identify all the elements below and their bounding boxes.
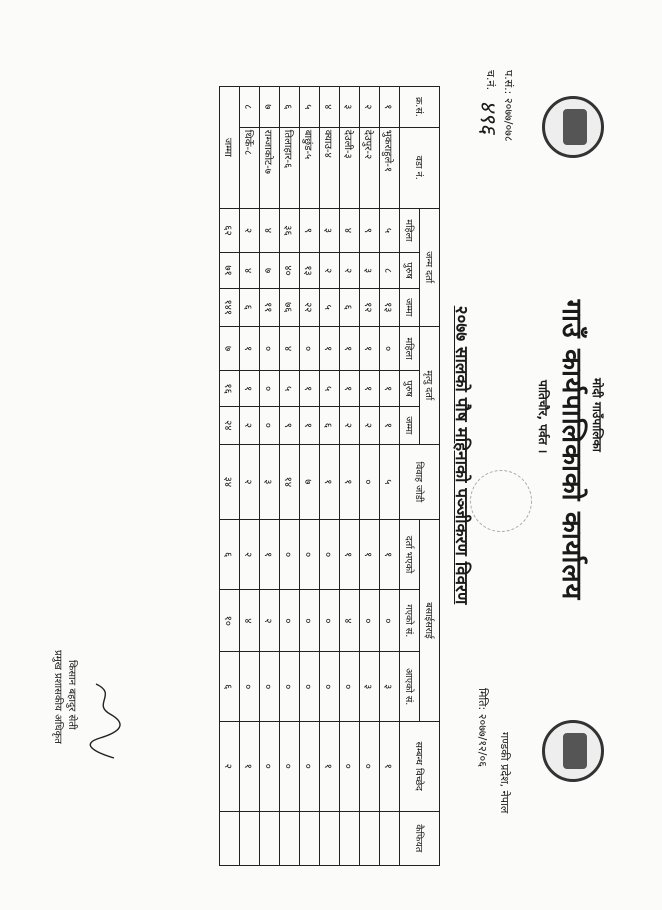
cell-mar: ० xyxy=(360,444,380,519)
cell-mar: ५ xyxy=(380,444,400,519)
cell-out: ४ xyxy=(340,590,360,652)
cell-in: ० xyxy=(240,652,260,721)
cell-df: ४ xyxy=(280,326,300,371)
cell-in: ० xyxy=(260,652,280,721)
cell-bm: ३ xyxy=(360,253,380,289)
cell-reg: ० xyxy=(320,519,340,589)
cell-dt: ९ xyxy=(280,406,300,444)
cell-dm: ५ xyxy=(280,371,300,407)
cell-bm: २ xyxy=(340,253,360,289)
total-out: १० xyxy=(220,590,240,652)
cell-rem xyxy=(380,811,400,865)
document-date: मिति: २०७७/१२/०६ xyxy=(476,688,489,767)
cell-reg: ० xyxy=(280,519,300,589)
sub-birth-total: जम्मा xyxy=(400,288,420,326)
cell-bt: ७६ xyxy=(280,288,300,326)
signatory-name: किसान बहादुर सेती xyxy=(66,660,77,730)
cell-sn: ४ xyxy=(320,87,340,128)
header-migration: बसाईसराई xyxy=(420,519,440,721)
header-ward: वडा नं. xyxy=(400,127,440,208)
cell-df: ० xyxy=(300,326,320,371)
total-bm: ७१ xyxy=(220,253,240,289)
cell-bm: ८ xyxy=(380,253,400,289)
cell-out: ० xyxy=(380,590,400,652)
cell-div: ० xyxy=(260,721,280,811)
total-dt: २४ xyxy=(220,406,240,444)
cell-df: १ xyxy=(320,326,340,371)
cell-dm: १ xyxy=(240,371,260,407)
table-row xyxy=(280,87,300,866)
signatory-role: प्रमुख प्रशासकीय अधिकृत xyxy=(52,650,63,744)
total-rem xyxy=(220,811,240,865)
sub-migration-out: गएको सं. xyxy=(400,590,420,652)
sub-birth-male: पुरुष xyxy=(400,253,420,289)
cell-out: ० xyxy=(300,590,320,652)
cell-ward: देउपुर-२ xyxy=(360,127,380,208)
cell-rem xyxy=(240,811,260,865)
office-address: पातिचौर, पर्वत । xyxy=(536,380,550,454)
cell-dm: ० xyxy=(260,371,280,407)
cell-out: २ xyxy=(260,590,280,652)
cell-dt: २ xyxy=(240,406,260,444)
total-dm: १६ xyxy=(220,371,240,407)
cell-reg: १ xyxy=(360,519,380,589)
cell-div: १ xyxy=(240,721,260,811)
cell-bt: ६ xyxy=(340,288,360,326)
cell-sn: ८ xyxy=(240,87,260,128)
cell-dt: ० xyxy=(260,406,280,444)
sub-migration-in: आएको सं. xyxy=(400,652,420,721)
dispatch-handwritten-number: ४९६ xyxy=(475,100,500,135)
cell-div: ० xyxy=(300,721,320,811)
cell-bf: ४ xyxy=(260,208,280,253)
cell-ward: देउली-३ xyxy=(340,127,360,208)
sub-birth-female: महिला xyxy=(400,208,420,253)
header-remarks: कैफियत xyxy=(400,811,440,865)
cell-bt: ५ xyxy=(320,288,340,326)
cell-mar: १ xyxy=(340,444,360,519)
cell-in: ३ xyxy=(380,652,400,721)
cell-bm: १३ xyxy=(300,253,320,289)
cell-dt: ६ xyxy=(320,406,340,444)
cell-reg: १ xyxy=(340,519,360,589)
cell-rem xyxy=(320,811,340,865)
cell-dm: १ xyxy=(340,371,360,407)
sub-death-male: पुरुष xyxy=(400,371,420,407)
table-row xyxy=(300,87,320,866)
cell-bm: २ xyxy=(320,253,340,289)
cell-in: ० xyxy=(320,652,340,721)
cell-dt: १ xyxy=(300,406,320,444)
sub-death-female: महिला xyxy=(400,326,420,371)
cell-bf: ९ xyxy=(360,208,380,253)
cell-dm: १ xyxy=(360,371,380,407)
cell-reg: ० xyxy=(300,519,320,589)
reference-number: प.सं.: २०७७/०७८ xyxy=(502,70,515,142)
cell-sn: ३ xyxy=(340,87,360,128)
cell-bm: ४० xyxy=(280,253,300,289)
table-row xyxy=(320,87,340,866)
cell-bt: १२ xyxy=(360,288,380,326)
table-row xyxy=(340,87,360,866)
cell-df: ० xyxy=(260,326,280,371)
cell-rem xyxy=(280,811,300,865)
total-bt: १४१ xyxy=(220,288,240,326)
cell-mar: ७ xyxy=(300,444,320,519)
cell-bf: ४ xyxy=(340,208,360,253)
cell-bt: १३ xyxy=(380,288,400,326)
total-in: ६ xyxy=(220,652,240,721)
cell-mar: १४ xyxy=(280,444,300,519)
cell-out: ४ xyxy=(240,590,260,652)
cell-bf: ३६ xyxy=(280,208,300,253)
government-emblem-logo xyxy=(542,96,604,158)
cell-out: ० xyxy=(360,590,380,652)
cell-reg: १ xyxy=(380,519,400,589)
cell-div: १ xyxy=(320,721,340,811)
province-line: गण्डकी प्रदेश, नेपाल xyxy=(498,732,511,814)
total-label: जम्मा xyxy=(220,87,240,209)
total-bf: ६२ xyxy=(220,208,240,253)
cell-df: १ xyxy=(360,326,380,371)
cell-div: ० xyxy=(280,721,300,811)
total-row xyxy=(220,87,240,866)
cell-bt: ६ xyxy=(240,288,260,326)
cell-sn: ७ xyxy=(260,87,280,128)
cell-sn: २ xyxy=(360,87,380,128)
cell-bf: ३ xyxy=(320,208,340,253)
table-row xyxy=(360,87,380,866)
header-birth-registration: जन्म दर्ता xyxy=(420,208,440,326)
cell-dt: २ xyxy=(360,406,380,444)
cell-dm: १ xyxy=(380,371,400,407)
cell-ward: तिलाहार-६ xyxy=(280,127,300,208)
table-row xyxy=(240,87,260,866)
cell-reg: २ xyxy=(240,519,260,589)
cell-ward: क्याउ-४ xyxy=(320,127,340,208)
total-mar: ३४ xyxy=(220,444,240,519)
cell-bf: ५ xyxy=(380,208,400,253)
header-marriage: विवाह जोडी xyxy=(400,444,440,519)
office-name: गाउँ कार्यपालिकाको कार्यालय xyxy=(556,299,587,601)
cell-div: १ xyxy=(380,721,400,811)
cell-bf: ९ xyxy=(300,208,320,253)
total-df: ७ xyxy=(220,326,240,371)
total-div: २ xyxy=(220,721,240,811)
header-death-registration: मृत्यु दर्ता xyxy=(420,326,440,444)
cell-bm: ४ xyxy=(240,253,260,289)
cell-df: १ xyxy=(340,326,360,371)
cell-sn: ६ xyxy=(280,87,300,128)
cell-mar: १ xyxy=(320,444,340,519)
cell-rem xyxy=(340,811,360,865)
cell-bt: २२ xyxy=(300,288,320,326)
table-row xyxy=(260,87,280,866)
sub-migration-registered: दर्ता भएको xyxy=(400,519,420,589)
cell-df: ० xyxy=(380,326,400,371)
cell-rem xyxy=(300,811,320,865)
registration-table xyxy=(219,86,440,866)
cell-out: ० xyxy=(280,590,300,652)
municipality-logo xyxy=(542,720,604,782)
cell-div: ० xyxy=(340,721,360,811)
report-title: २०७७ सालको पौष महिनाको पञ्जीकरण विवरण xyxy=(451,305,471,605)
cell-ward: भुकराहुले-१ xyxy=(380,127,400,208)
cell-bt: ११ xyxy=(260,288,280,326)
cell-out: ० xyxy=(320,590,340,652)
cell-sn: १ xyxy=(380,87,400,128)
faint-office-stamp xyxy=(470,470,532,532)
cell-ward: थिर्के-८ xyxy=(240,127,260,208)
header-sn: क्र.सं. xyxy=(400,87,440,128)
total-reg: ६ xyxy=(220,519,240,589)
cell-mar: २ xyxy=(240,444,260,519)
cell-rem xyxy=(360,811,380,865)
cell-in: ० xyxy=(300,652,320,721)
cell-bm: ७ xyxy=(260,253,280,289)
cell-dm: १ xyxy=(300,371,320,407)
cell-dt: २ xyxy=(340,406,360,444)
cell-df: १ xyxy=(240,326,260,371)
cell-bf: २ xyxy=(240,208,260,253)
sub-death-total: जम्मा xyxy=(400,406,420,444)
handwritten-signature xyxy=(88,680,122,760)
cell-div: ० xyxy=(360,721,380,811)
cell-dt: १ xyxy=(380,406,400,444)
cell-in: ३ xyxy=(360,652,380,721)
cell-mar: ३ xyxy=(260,444,280,519)
cell-rem xyxy=(260,811,280,865)
cell-sn: ५ xyxy=(300,87,320,128)
cell-in: ० xyxy=(280,652,300,721)
table-row xyxy=(380,87,400,866)
cell-dm: ५ xyxy=(320,371,340,407)
cell-reg: १ xyxy=(260,519,280,589)
dispatch-label: च.नं. xyxy=(484,70,497,91)
municipality-name: मोदी गाउँपालिका xyxy=(590,378,604,452)
cell-in: ० xyxy=(340,652,360,721)
cell-ward: राम्जाकोट-७ xyxy=(260,127,280,208)
cell-ward: बाछुंड-५ xyxy=(300,127,320,208)
header-divorce: सम्बन्ध विच्छेद xyxy=(400,721,440,811)
